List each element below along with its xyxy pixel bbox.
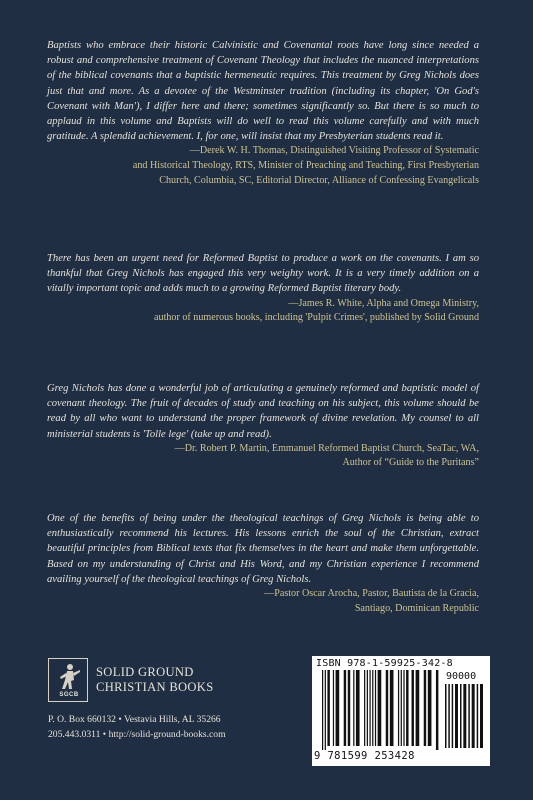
logo-text: SGCB [59, 692, 79, 698]
endorsement-martin [47, 381, 479, 471]
endorsement-quote: Baptists who embrace their historic Calvinistic and Covenantal roots have long since needed a robust and comprehensive treatment of Covenant Theology that includes the nuanced interpretations of the biblical covenants that a baptistic hermeneutic requires. This treatment by Greg Nichols does just that and more. As a devotee of the Westminster tradition (including its chapter, 'On God's Covenant with Man'), I differ here and there; sometimes significantly so. But there is so much to applaud in this volume and Baptists will do well to read this volume carefully and with much gratitude. A splendid achievement. I, for one, will insist that my Presbyterian students read it. [47, 40, 479, 143]
endorsement-quote: One of the benefits of being under the theological teachings of Greg Nichols is being able to enthusiastically recommend his lectures. His lessons enrich the soul of the Christian, extract beautiful principles from Biblical texts that fix themselves in the heart and make them unforgettable. Based on my understanding of Christ and His Word, and my Christian experience I recommend availing yourself of the theological teachings of Greg Nichols. [47, 513, 479, 585]
attribution-line: Church, Columbia, SC, Editorial Director, Alliance of Confessing Evangelicals [159, 174, 479, 186]
endorsement-quote: Greg Nichols has done a wonderful job of articulating a genuinely reformed and baptistic model of covenant theology. The fruit of decades of study and teaching on his subject, this volume should be read by all who want to understand the proper framework of divine revelation. My counsel to all ministerial students is 'Tolle lege' (take up and read). [47, 383, 479, 440]
barcode-bar [344, 670, 346, 746]
endorsement-thomas [47, 38, 479, 188]
address-line: P. O. Box 660132 • Vestavia Hills, AL 35266 [48, 714, 221, 725]
barcode-bar [448, 684, 450, 748]
attribution-line: and Historical Theology, RTS, Minister of Preaching and Teaching, First Presbyterian [132, 160, 479, 172]
barcode-bar [325, 670, 326, 750]
endorsement-attribution [47, 587, 479, 616]
endorsement-attribution [47, 144, 479, 188]
barcode-bar [372, 670, 373, 746]
contact-line: 205.443.0311 • http://solid-ground-books.com [48, 729, 226, 740]
barcode-bar [416, 670, 420, 746]
barcode-bar [322, 670, 323, 750]
barcode-bar [477, 684, 478, 748]
barcode-bar [378, 670, 382, 746]
barcode-bar [480, 684, 483, 748]
attribution-line: Santiago, Dominican Republic [354, 602, 479, 614]
attribution-line: —Dr. Robert P. Martin, Emmanuel Reformed Baptist Church, SeaTac, WA, [174, 442, 479, 454]
publisher-address [48, 712, 288, 742]
barcode-bar [424, 670, 426, 746]
publisher-name-line: SOLID GROUND [96, 665, 194, 679]
endorsement-attribution [47, 442, 479, 471]
barcode-bar [348, 670, 350, 746]
barcode-bar [398, 670, 399, 746]
barcode-bar [375, 670, 376, 746]
barcode-bar [460, 684, 462, 748]
barcode-bar [468, 684, 470, 748]
barcode-bar [436, 670, 438, 750]
barcode-bar [412, 670, 414, 746]
barcode-bar [369, 670, 370, 746]
barcode-bar [463, 684, 466, 748]
barcode-bar [356, 670, 360, 746]
barcode-bar [452, 684, 454, 748]
ean-barcode-bars [322, 670, 440, 750]
endorsement-attribution [47, 297, 479, 326]
endorsement-quote: There has been an urgent need for Reformed Baptist to produce a work on the covenants. I am so thankful that Greg Nichols has engaged this very weighty work. It is a very timely addition on a vitally important topic and adds much to a growing Reformed Baptist literary body. [47, 253, 479, 295]
addon-barcode-bars [445, 684, 485, 748]
endorsement-white [47, 251, 479, 326]
ean-digits: 9 781599 253428 [314, 750, 415, 762]
barcode-bar [406, 670, 408, 746]
publisher-name [96, 665, 286, 695]
barcode-bar [386, 670, 388, 746]
price-code: 90000 [446, 671, 477, 682]
endorsement-arocha [47, 511, 479, 616]
attribution-line: Author of “Guide to the Puritans” [342, 457, 479, 469]
barcode-bar [428, 670, 432, 746]
barcode-bar [364, 670, 365, 746]
barcode-bar [445, 684, 447, 748]
barcode-bar [333, 670, 334, 746]
barcode-bar [403, 670, 404, 746]
publisher-name-line: CHRISTIAN BOOKS [96, 680, 214, 694]
attribution-line: —Derek W. H. Thomas, Distinguished Visiting Professor of Systematic [189, 145, 479, 157]
sower-icon [53, 662, 83, 692]
barcode-bar [472, 684, 475, 748]
barcode-bar [367, 670, 368, 746]
barcode-bar [455, 684, 458, 748]
attribution-line: —James R. White, Alpha and Omega Ministry, [288, 297, 479, 309]
barcode-bar [353, 670, 354, 746]
attribution-line: author of numerous books, including 'Pulpit Crimes', published by Solid Ground [154, 312, 479, 324]
attribution-line: —Pastor Oscar Arocha, Pastor, Bautista de la Gracia, [264, 588, 479, 600]
barcode-bar [390, 670, 394, 746]
isbn-number: ISBN 978-1-59925-342-8 [316, 658, 453, 669]
publisher-logo [48, 658, 88, 702]
barcode [312, 656, 490, 766]
barcode-bar [327, 670, 329, 746]
barcode-bar [401, 670, 402, 746]
barcode-bar [336, 670, 340, 746]
